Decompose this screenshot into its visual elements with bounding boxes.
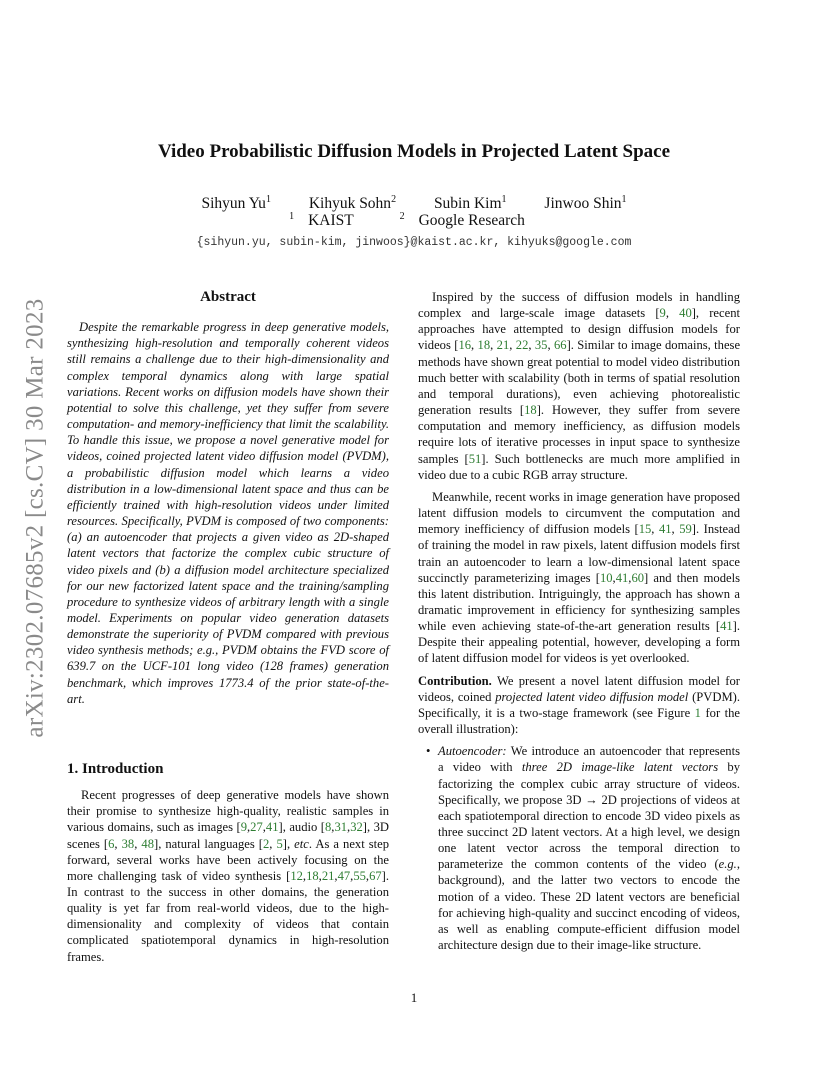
citation-link[interactable]: 27 bbox=[250, 820, 263, 835]
author-name: Jinwoo Shin bbox=[544, 195, 622, 212]
author-affil-mark: 1 bbox=[621, 194, 627, 205]
author-affil-mark: 1 bbox=[501, 194, 507, 205]
body-paragraph: Inspired by the success of diffusion models in handling complex and large-scale image datasets [9, 40], recent approaches have attempted to design diffusion models for videos [16, 18, 21, 22, 35, 66]. Similar to image domains, these methods have shown great potential to model video distribution much better with scalability (both in terms of spatial resolution and temporal durations), even achieving photorealistic generation results [18]. However, they suffer from severe computation and memory inefficiency, as diffusion models require lots of iterative processes in input space to synthesize samples [51]. Such bottlenecks are much more amplified in video due to a cubic RGB array structure. bbox=[418, 290, 741, 482]
page-number: 1 bbox=[410, 990, 418, 1005]
left-column bbox=[67, 289, 389, 965]
affil-name: Google Research bbox=[418, 212, 525, 229]
author-name: Subin Kim bbox=[433, 195, 502, 212]
bullet-mark: • bbox=[426, 744, 431, 759]
citation-link[interactable]: 40 bbox=[679, 306, 692, 321]
intro-paragraph: Recent progresses of deep generative models have shown their promise to synthesize high-quality, realistic samples in various domains, such as images [9,27,41], audio [8,31,32], 3D scenes [6, 38, 48], natural languages [2, 5], etc. As a next step forward, several works have been actively focusing on the more challenging task of video synthesis [12,18,21,47,55,67]. In contrast to the success in other domains, the generation quality is yet far from real-world videos, due to the high-dimensionality and complexity of videos that contain complicated spatiotemporal dynamics in high-resolution frames. bbox=[67, 788, 390, 964]
citation-link[interactable]: 31 bbox=[334, 820, 348, 835]
author-affil-mark: 1 bbox=[265, 194, 271, 205]
citation-link[interactable]: 1 bbox=[694, 705, 701, 720]
citation-link[interactable]: 2 bbox=[262, 836, 270, 851]
affiliation-list bbox=[0, 212, 828, 230]
citation-link[interactable]: 60 bbox=[631, 570, 645, 585]
affil-name: KAIST bbox=[308, 212, 354, 229]
contribution-bullets bbox=[418, 743, 740, 953]
emphasis-text: etc bbox=[294, 836, 309, 851]
citation-link[interactable]: 41 bbox=[615, 570, 629, 585]
citation-link[interactable]: 9 bbox=[240, 820, 248, 835]
author bbox=[201, 195, 270, 213]
emphasis-text: projected latent video diffusion model bbox=[495, 689, 689, 704]
citation-link[interactable]: 15 bbox=[638, 522, 652, 537]
right-column bbox=[418, 289, 740, 953]
citation-link[interactable]: 16 bbox=[458, 338, 472, 353]
citation-link[interactable]: 21 bbox=[321, 868, 335, 883]
citation-link[interactable]: 18 bbox=[477, 338, 491, 353]
citation-link[interactable]: 10 bbox=[599, 570, 613, 585]
contribution-label: Contribution. bbox=[418, 673, 492, 688]
emphasis-text: three 2D image-like latent vectors bbox=[521, 760, 719, 775]
author-name: Sihyun Yu bbox=[201, 195, 266, 212]
bullet-text: Autoencoder: We introduce an autoencoder that represents a video with three 2D image-like latent vectors by factorizing the complex cubic array structure of videos. Specifically, we propose 3D → 2D projections of videos at each spatiotemporal direction to encode 3D video pixels as three succinct 2D latent vectors. At a high level, we design one latent vector across the temporal direction to parameterize the common contents of the video (e.g., background), and the latter two vectors to encode the motion of a video. These 2D latent vectors are beneficial for achieving high-quality and succinct encoding of videos, as well as enabling compute-efficient diffusion model architecture design due to their image-like structure. bbox=[438, 744, 740, 953]
author-list bbox=[0, 195, 828, 213]
affil-mark: 1 bbox=[289, 211, 295, 222]
citation-link[interactable]: 38 bbox=[121, 836, 135, 851]
intro-heading: 1. Introduction bbox=[67, 760, 164, 777]
author bbox=[434, 195, 507, 213]
citation-link[interactable]: 8 bbox=[324, 820, 332, 835]
citation-link[interactable]: 12 bbox=[290, 868, 303, 883]
citation-link[interactable]: 67 bbox=[369, 868, 382, 883]
citation-link[interactable]: 35 bbox=[534, 338, 548, 353]
bullet-item bbox=[418, 743, 740, 953]
affil-mark: 2 bbox=[399, 211, 405, 222]
citation-link[interactable]: 41 bbox=[265, 820, 279, 835]
citation-link[interactable]: 22 bbox=[515, 338, 529, 353]
author-affil-mark: 2 bbox=[391, 194, 397, 205]
emphasis-text: Autoencoder: bbox=[438, 744, 507, 759]
citation-link[interactable]: 66 bbox=[553, 338, 567, 353]
citation-link[interactable]: 48 bbox=[141, 836, 154, 851]
citation-link[interactable]: 32 bbox=[350, 820, 363, 835]
arxiv-stamp-text: arXiv:2302.07685v2 [cs.CV] 30 Mar 2023 bbox=[22, 298, 49, 738]
abstract-text: Despite the remarkable progress in deep generative models, synthesizing high-resolution and temporally coherent videos still remains a challenge due to their high-dimensionality and complex temporal dynamics along with large spatial variations. Recent works on diffusion models have shown their potential to solve this challenge, yet they suffer from severe computation- and memory-inefficiency that limit the scalability. To handle this issue, we propose a novel generative model for videos, coined projected latent video diffusion model (PVDM), a probabilistic diffusion model which learns a video distribution in a low-dimensional latent space and thus can be efficiently trained with high-resolution videos under limited resources. Specifically, PVDM is composed of two components: (a) an autoencoder that projects a given video as 2D-shaped latent vectors that factorize the complex cubic structure of video pixels and (b) a diffusion model architecture specialized for our new factorized latent space and the training/sampling procedure to synthesize videos of arbitrary length with a single model. Experiments on popular video generation datasets demonstrate the superiority of PVDM compared with previous video synthesis methods; e.g., PVDM obtains the FVD score of 639.7 on the UCF-101 long video (128 frames) generation benchmark, which improves 1773.4 of the prior state-of-the-art. bbox=[67, 320, 389, 706]
citation-link[interactable]: 55 bbox=[353, 868, 366, 883]
citation-link[interactable]: 9 bbox=[659, 306, 666, 321]
arxiv-side-stamp bbox=[12, 268, 60, 768]
affiliation bbox=[289, 212, 368, 230]
citation-link[interactable]: 41 bbox=[658, 522, 672, 537]
citation-link[interactable]: 59 bbox=[679, 522, 692, 537]
paper-title: Video Probabilistic Diffusion Models in Projected Latent Space bbox=[157, 141, 671, 162]
citation-link[interactable]: 47 bbox=[337, 868, 351, 883]
citation-link[interactable]: 41 bbox=[720, 619, 733, 634]
author bbox=[309, 195, 396, 213]
contribution-text: We present a novel latent diffusion model for videos, coined projected latent video diffusion model (PVDM). Specifically, it is a two-stage framework (see Figure 1 for the overall illustration): bbox=[418, 673, 741, 737]
body-paragraph: Meanwhile, recent works in image generation have proposed latent diffusion models to circumvent the computation and memory inefficiency of diffusion models [15, 41, 59]. Instead of training the model in raw pixels, latent diffusion models first train an autoencoder to learn a low-dimensional latent space succinctly parameterizing images [10,41,60] and then models this latent distribution. Intriguingly, the approach has shown a dramatic improvement in efficiency for synthesizing samples while even achieving state-of-the-art generation results [41]. Despite their appealing potential, however, developing a form of latent diffusion model for videos is yet overlooked. bbox=[418, 489, 741, 666]
citation-link[interactable]: 51 bbox=[468, 451, 482, 466]
author-name: Kihyuk Sohn bbox=[308, 195, 392, 212]
emphasis-text: e.g. bbox=[718, 857, 737, 872]
citation-link[interactable]: 18 bbox=[524, 403, 537, 418]
abstract-heading: Abstract bbox=[200, 289, 256, 305]
citation-link[interactable]: 5 bbox=[276, 836, 283, 851]
citation-link[interactable]: 21 bbox=[496, 338, 510, 353]
author bbox=[544, 195, 626, 213]
contribution-paragraph bbox=[418, 673, 740, 738]
citation-link[interactable]: 18 bbox=[306, 868, 319, 883]
author-emails: {sihyun.yu, subin-kim, jinwoos}@kaist.ac.kr, kihyuks@google.com bbox=[196, 236, 632, 249]
citation-link[interactable]: 6 bbox=[108, 836, 115, 851]
affiliation bbox=[400, 212, 539, 230]
